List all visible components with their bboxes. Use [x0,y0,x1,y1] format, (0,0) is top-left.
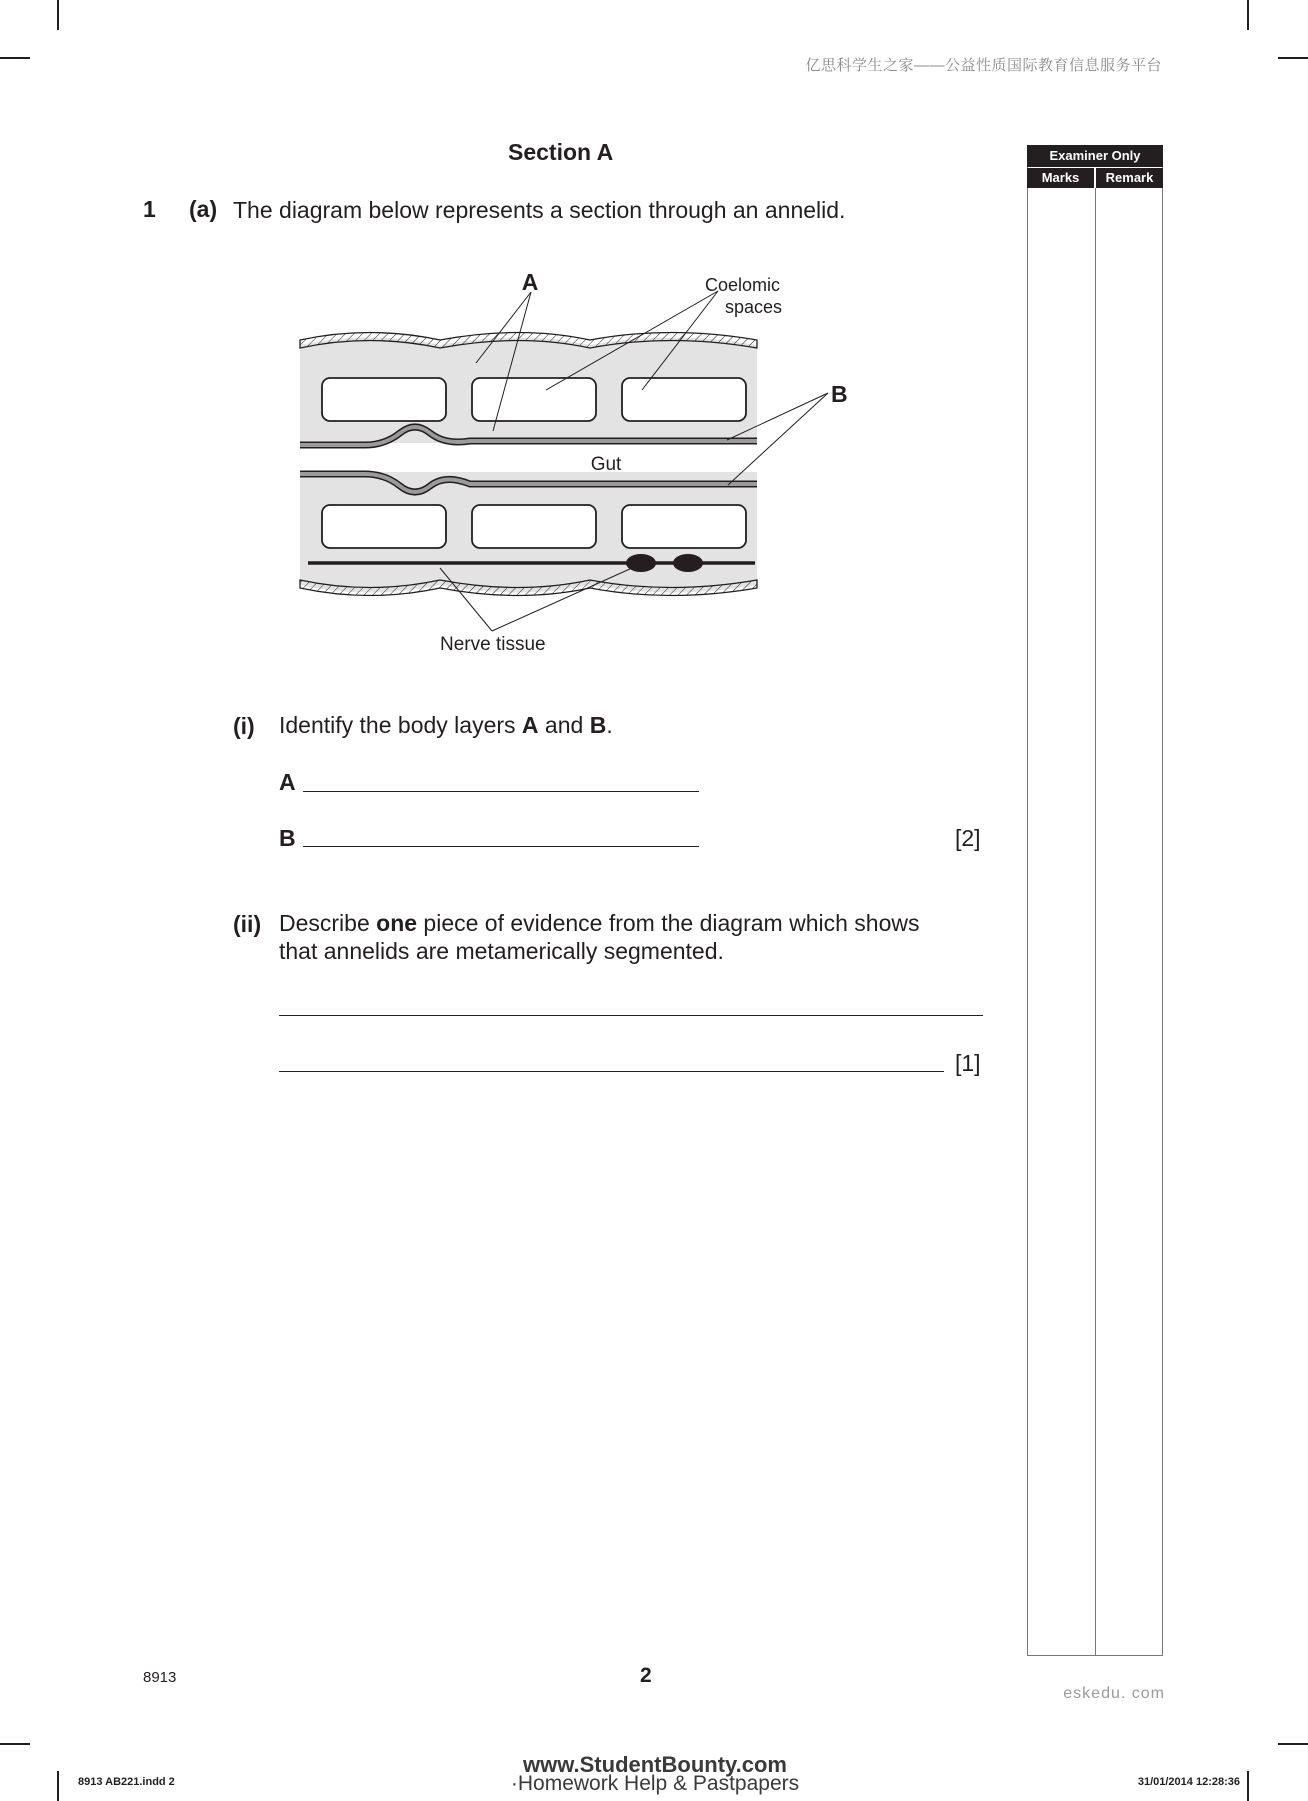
examiner-title: Examiner Only [1027,145,1163,167]
crop-mark [1247,1771,1249,1801]
header-watermark: 亿思科学生之家——公益性质国际教育信息服务平台 [805,57,1162,74]
studentbounty-tagline: ·Homework Help & Pastpapers [510,1772,800,1795]
part-ii-text [279,909,979,965]
coelom-lower-1 [322,505,446,548]
coelom-upper-3 [622,378,746,421]
studentbounty-url[interactable]: www.StudentBounty.com [523,1752,787,1777]
part-i-text [279,711,613,739]
eskedu-watermark: eskedu. com [1063,1685,1165,1702]
crop-mark [1247,0,1249,30]
annelid-diagram [290,260,848,660]
coelom-upper-1 [322,378,446,421]
diagram-label-gut: Gut [590,454,622,475]
timestamp: 31/01/2014 12:28:36 [1137,1776,1240,1788]
ganglion-2 [673,554,703,572]
diagram-label-a: A [521,269,539,295]
examiner-col-remark: Remark [1096,168,1163,188]
answer-label-b: B [279,825,296,851]
answer-line-ii-2[interactable] [279,1071,944,1072]
question-number: 1 [143,196,156,222]
diagram-label-b: B [831,381,848,407]
diagram-label-coelomic: Coelomic [705,275,781,295]
file-info: 8913 AB221.indd 2 [78,1776,175,1788]
crop-mark [1278,1743,1308,1745]
answer-line-ii-1[interactable] [279,1015,983,1016]
crop-mark [0,57,30,59]
part-i-bold-a: A [521,712,539,738]
crop-mark [57,0,59,30]
part-i-bold-b: B [589,712,607,738]
section-title: Section A [508,139,614,165]
answer-line-a[interactable] [303,791,699,792]
part-i-text-3: . [606,712,613,738]
question-part: (a) [189,196,218,222]
part-ii-text-2: piece of evidence from the diagram which shows [417,910,920,936]
part-i-text-1: Identify the body layers [279,712,522,738]
diagram-label-spaces: spaces [725,297,783,317]
part-ii-number: (ii) [233,911,262,937]
paper-code: 8913 [143,1669,177,1686]
part-i-number: (i) [233,713,255,739]
diagram-label-nerve: Nerve tissue [440,634,546,655]
answer-line-b[interactable] [303,846,699,847]
crop-mark [0,1743,30,1745]
part-i-text-2: and [538,712,590,738]
part-ii-bold: one [376,910,418,936]
part-ii-text-1: Describe [279,910,377,936]
examiner-divider [1095,188,1096,1655]
ganglion-1 [626,554,656,572]
coelom-lower-3 [622,505,746,548]
marks-part-ii: [1] [955,1050,981,1076]
answer-label-a: A [279,769,296,795]
question-text: The diagram below represents a section through an annelid. [233,197,846,223]
examiner-col-marks: Marks [1027,168,1094,188]
crop-mark [57,1771,59,1801]
coelom-lower-2 [472,505,596,548]
marks-part-i: [2] [955,825,981,851]
crop-mark [1278,57,1308,59]
part-ii-line-2: that annelids are metamerically segmented. [279,938,724,964]
page-number: 2 [640,1664,652,1687]
coelom-upper-2 [472,378,596,421]
